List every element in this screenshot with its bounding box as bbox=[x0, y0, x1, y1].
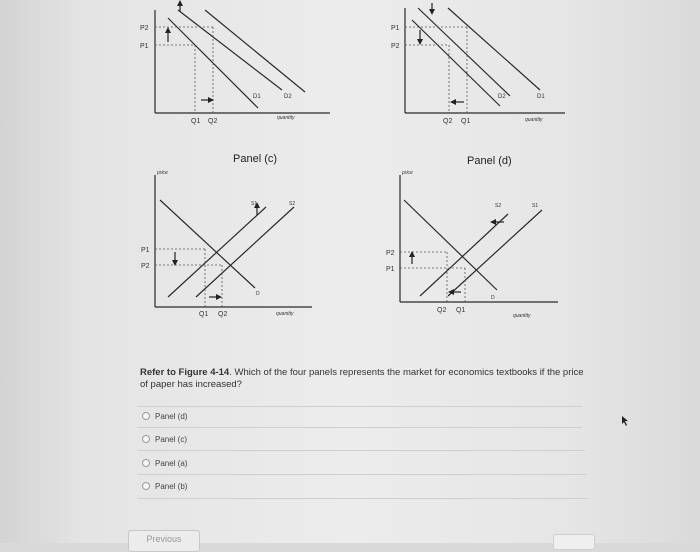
divider bbox=[137, 450, 585, 451]
option-label: Panel (a) bbox=[155, 458, 188, 468]
panel-a-q2-label: Q2 bbox=[208, 118, 218, 125]
option-panel-d[interactable] bbox=[142, 409, 187, 423]
panel-b-d1-label: D1 bbox=[537, 94, 545, 100]
radio-button[interactable] bbox=[142, 412, 150, 420]
panel-d-s1-label: S1 bbox=[532, 203, 539, 209]
option-label: Panel (c) bbox=[155, 434, 188, 444]
divider bbox=[137, 498, 589, 499]
panel-c-s1-label: S1 bbox=[251, 201, 258, 207]
divider bbox=[137, 406, 582, 407]
panel-b-x-axis-label: quantity bbox=[525, 117, 543, 123]
panel-a-demand-d1 bbox=[178, 10, 282, 90]
panel-b-q1-label: Q1 bbox=[461, 118, 471, 125]
panel-c-q2-label: Q2 bbox=[218, 311, 228, 318]
panel-d-q1-label: Q1 bbox=[456, 307, 466, 314]
panel-d-x-axis-label: quantity bbox=[513, 313, 531, 319]
mouse-pointer-icon bbox=[622, 416, 630, 426]
panel-d-d-label: D bbox=[491, 295, 495, 301]
option-panel-a[interactable] bbox=[142, 456, 187, 470]
option-panel-b[interactable] bbox=[142, 479, 187, 493]
panel-d-q2-label: Q2 bbox=[437, 307, 447, 314]
panel-c-p1-label: P1 bbox=[141, 247, 150, 254]
panel-d-p2-label: P2 bbox=[386, 250, 395, 257]
question-figure-ref: Refer to Figure 4-14 bbox=[140, 367, 230, 378]
divider bbox=[137, 474, 587, 475]
panel-a-demand-d2 bbox=[205, 10, 305, 92]
panel-c-title: Panel (c) bbox=[233, 153, 278, 165]
panel-b-q2-label: Q2 bbox=[443, 118, 453, 125]
divider bbox=[137, 427, 582, 428]
panel-c-d-label: D bbox=[256, 291, 260, 297]
panel-a-d2-label: D2 bbox=[284, 94, 292, 100]
panel-d-supply-s1 bbox=[448, 210, 542, 296]
radio-button[interactable] bbox=[142, 482, 150, 490]
panel-b-demand-d2 bbox=[418, 8, 510, 96]
panel-d-supply-s2 bbox=[420, 214, 508, 296]
panel-b-d2-label: D2 bbox=[498, 94, 506, 100]
panel-a-p1-label: P1 bbox=[140, 43, 149, 50]
panel-d-demand-curve bbox=[404, 200, 497, 290]
option-label: Panel (d) bbox=[155, 411, 188, 421]
question-text bbox=[140, 367, 590, 391]
panel-d-s2-label: S2 bbox=[495, 203, 502, 209]
panel-b-p1-label: P1 bbox=[391, 25, 400, 32]
panel-a-x-axis-label: quantity bbox=[277, 115, 295, 121]
panel-b-p2-label: P2 bbox=[391, 43, 400, 50]
panel-d-y-axis-label: price bbox=[402, 170, 413, 176]
panel-d-title: Panel (d) bbox=[467, 155, 512, 167]
panel-c-q1-label: Q1 bbox=[199, 311, 209, 318]
panel-a-graph bbox=[155, 3, 330, 113]
panel-c-p2-label: P2 bbox=[141, 263, 150, 270]
panel-d-p1-label: P1 bbox=[386, 266, 395, 273]
panel-b-supply-curve bbox=[412, 20, 500, 106]
panel-a-d1-label: D1 bbox=[253, 94, 261, 100]
previous-button[interactable]: Previous bbox=[128, 530, 200, 552]
panel-a-p2-label: P2 bbox=[140, 25, 149, 32]
panel-c-graph bbox=[155, 175, 312, 307]
panel-d-graph bbox=[400, 175, 558, 302]
panel-b-demand-d1 bbox=[448, 8, 540, 90]
option-label: Panel (b) bbox=[155, 481, 188, 491]
option-panel-c[interactable] bbox=[142, 432, 187, 446]
panel-c-supply-s2 bbox=[196, 207, 294, 297]
panel-c-demand-curve bbox=[160, 200, 258, 288]
radio-button[interactable] bbox=[142, 459, 150, 467]
panel-c-y-axis-label: price bbox=[157, 170, 168, 176]
radio-button[interactable] bbox=[142, 435, 150, 443]
panel-c-x-axis-label: quantity bbox=[276, 311, 294, 317]
panel-c-s2-label: S2 bbox=[289, 201, 296, 207]
panel-a-q1-label: Q1 bbox=[191, 118, 201, 125]
question-body: . Which of the four panels represents the market for economics textbooks if the price of paper has increased? bbox=[140, 367, 584, 390]
next-button[interactable] bbox=[553, 534, 595, 550]
